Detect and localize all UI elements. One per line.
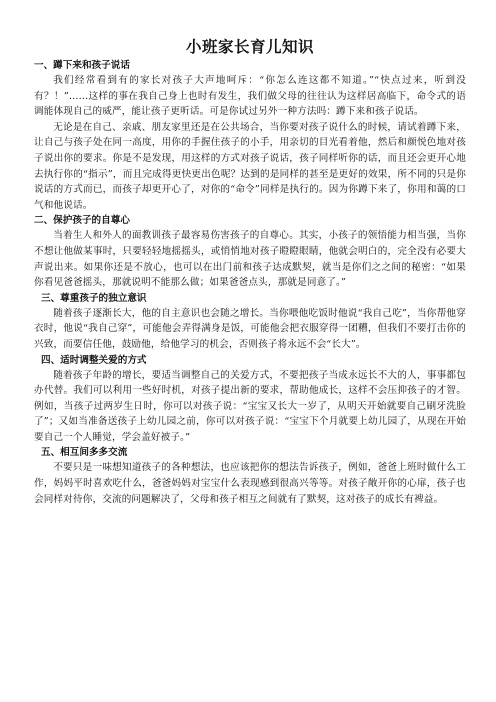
section-heading: 四、适时调整关爱的方式 [41,354,147,366]
paragraph: 不要只是一味想知道孩子的各种想法，也应该把你的想法告诉孩子，例如，爸爸上班时做什么工作，妈妈平时喜欢吃什么，爸爸妈妈对宝宝什么表现感到很高兴等等。对孩子敞开你的心扉，孩子也会同样对待你，交流的问题解决了，父母和孩子相互之间就有了默契，这对孩子的成长有裨益。 [34,462,466,505]
section-heading: 二、保护孩子的自尊心 [34,215,130,227]
section-heading: 三、尊重孩子的独立意识 [41,292,147,304]
section-heading: 一、蹲下来和孩子说话 [34,60,130,71]
section-2 [34,214,466,290]
paragraph: 我们经常看到有的家长对孩子大声地呵斥：“你怎么连这都不知道。”“快点过来，听到没有？！”……这样的事在我自己身上也时有发生，我们做父母的往往认为这样居高临下，命令式的语调能体现自己的威严，能让孩子更听话。可是你试过另外一种方法吗：蹲下来和孩子说话。 [34,75,466,118]
section-4 [34,354,466,446]
paragraph: 随着孩子逐渐长大，他的自主意识也会随之增长。当你喂他吃饭时他说“我自己吃”，当你帮他穿衣时，他说“我自己穿”，可能他会弄得满身是饭，可能他会把衣服穿得一团糟，但我们不要打击你的兴致，而要信任他，鼓励他，给他学习的机会，否则孩子将永远不会“长大”。 [34,307,466,350]
document-title: 小班家长育儿知识 [185,38,314,56]
document-page [34,0,466,507]
section-3 [34,292,466,353]
paragraph: 随着孩子年龄的增长，要适当调整自己的关爱方式，不要把孩子当成永远长不大的人，事事都包办代替。我们可以利用一些好时机，对孩子提出新的要求，帮助他成长，这样不会压抑孩子的才智。例如，当孩子过两岁生日时，你可以对孩子说：“宝宝又长大一岁了，从明天开始就要自己刷牙洗脸了”；又如当准备送孩子上幼儿园之前，你可以对孩子说：“宝宝下个月就要上幼儿园了，从现在开始要自己一个人睡觉，学会盖好被子。” [34,369,466,443]
paragraph: 当着生人和外人的面教训孩子最容易伤害孩子的自尊心。其实，小孩子的领悟能力相当强，当你不想让他做某事时，只要轻轻地摇摇头，或悄悄地对孩子瞪瞪眼睛，他就会明白的，完全没有必要大声说出来。如果你还是不放心，也可以在出门前和孩子达成默契，就当是你们之之间的秘密：“如果你看见爸爸摇头，那就说明不能那么做；如果爸爸点头，那就是同意了。” [34,230,466,289]
section-5 [34,446,466,507]
section-heading: 五、相互间多多交流 [41,447,128,459]
paragraph: 无论是在自己、亲戚、朋友家里还是在公共场合，当你要对孩子说什么的时候，请试着蹲下来，让自己与孩子处在同一高度，用你的手握住孩子的小手，用亲切的目光看着他，然后和颜悦色地对孩子说出你的要求。你是不是发现，用这样的方式对孩子说话，孩子同样听你的话，而且还会更开心地去执行你的“指示”，而且完成得更快更出色呢？达到的是同样的甚至是更好的效果，所不同的只是你说话的方式而已，而孩子却更开心了，对你的“命令”同样是执行的。因为你蹲下来了，你用和蔼的口气和他说话。 [34,121,466,211]
section-1 [34,59,466,213]
